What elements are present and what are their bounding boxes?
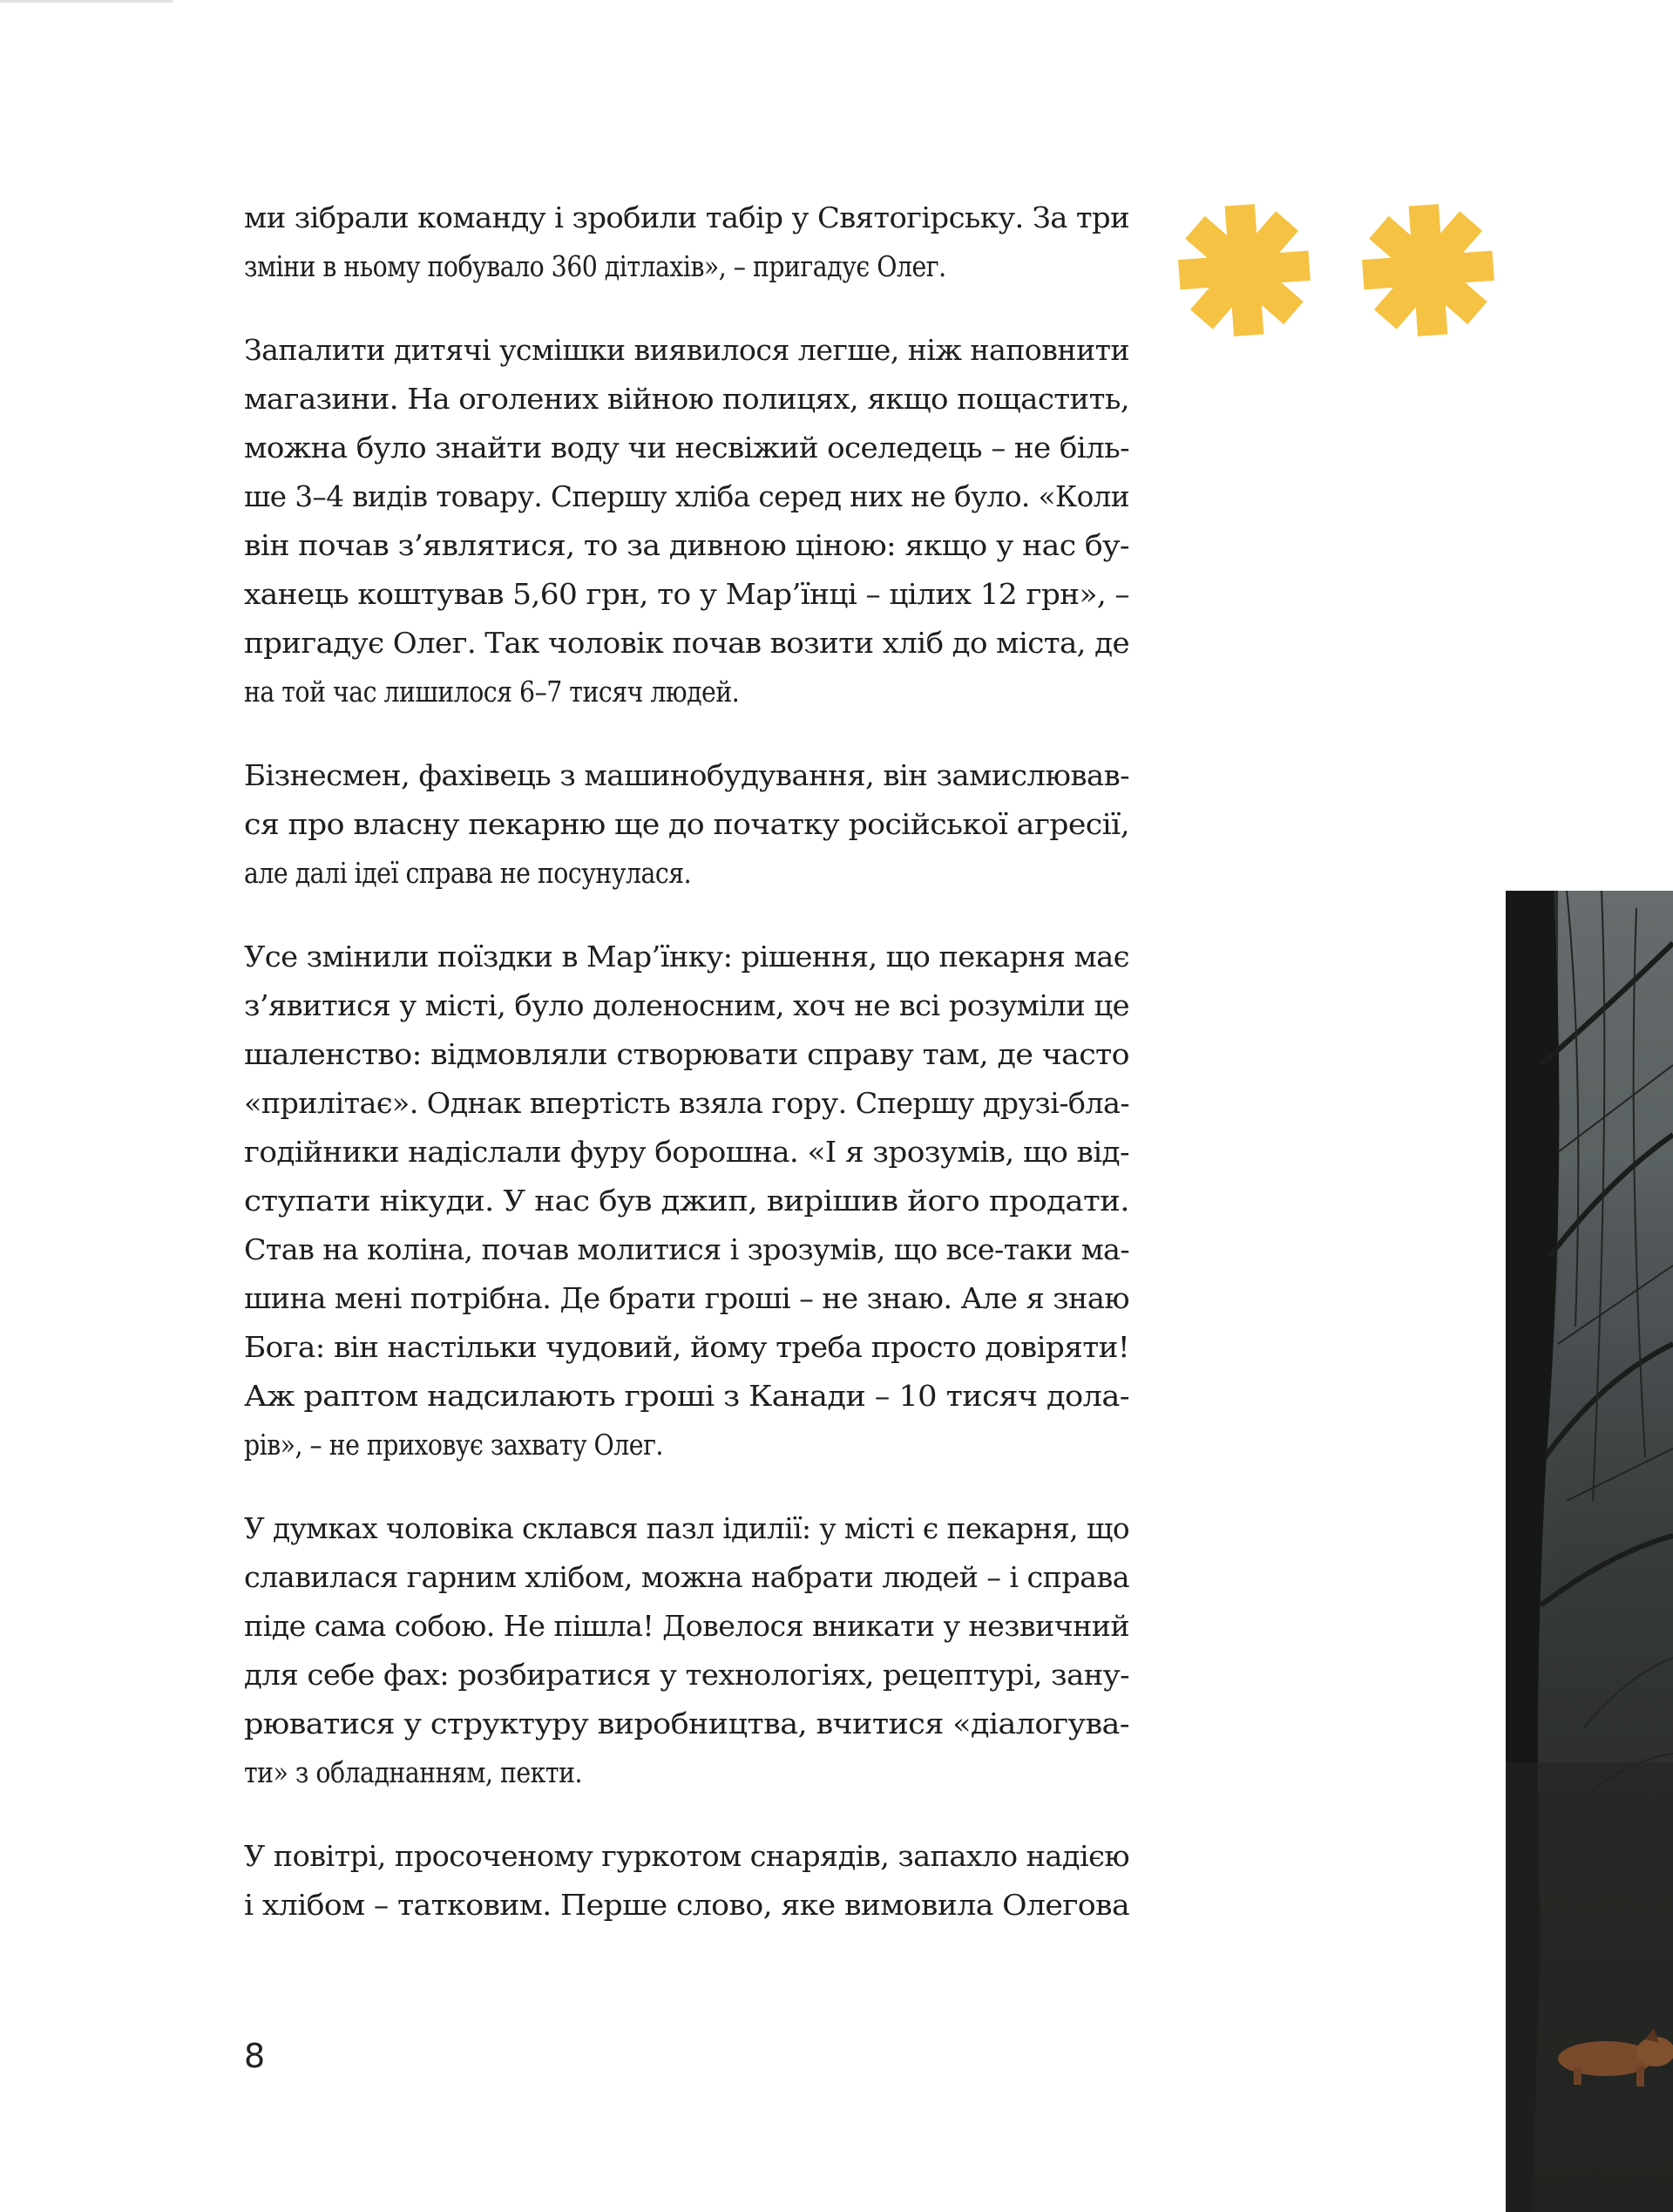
text-line: піде сама собою. Не пішла! Довелося вникати у незвичний — [244, 1609, 1129, 1643]
text-line: він почав з’являтися, то за дивною ціною: якщо у нас бу- — [244, 528, 1129, 562]
paragraph — [244, 326, 1129, 716]
text-line: ханець коштував 5,60 грн, то у Мар’їнці – цілих 12 грн», – — [244, 577, 1129, 611]
text-line: ступати нікуди. У нас був джип, вирішив його продати. — [244, 1184, 1129, 1218]
text-line: Бога: він настільки чудовий, йому треба просто довіряти! — [244, 1330, 1129, 1364]
text-line: рюватися у структуру виробництва, вчитися «діалогува- — [244, 1706, 1129, 1740]
text-line: У думках чоловіка склався пазл ідилії: у місті є пекарня, що — [244, 1511, 1129, 1545]
text-line: Бізнесмен, фахівець з машинобудування, він замислював- — [244, 758, 1129, 792]
text-line: з’явитися у місті, було доленосним, хоч не всі розуміли це — [244, 988, 1129, 1022]
text-line: Аж раптом надсилають гроші з Канади – 10 тисяч дола- — [244, 1379, 1129, 1413]
text-line: можна було знайти воду чи несвіжий оселедець – не біль- — [244, 431, 1129, 465]
paragraph — [244, 1832, 1129, 1930]
text-line: ми зібрали команду і зробили табір у Святогірську. За три — [244, 200, 1129, 234]
text-line: годійники надіслали фуру борошна. «І я зрозумів, що від- — [244, 1135, 1129, 1169]
yellow-asterisk-icon — [1176, 202, 1312, 338]
text-line: на той час лишилося 6–7 тисяч людей. — [244, 675, 740, 709]
text-line: Усе змінили поїздки в Мар’їнку: рішення, що пекарня має — [244, 940, 1129, 974]
text-line: магазини. На оголених війною полицях, якщо пощастить, — [244, 382, 1129, 416]
text-line: для себе фах: розбиратися у технологіях, рецептурі, зану- — [244, 1658, 1129, 1692]
text-line: ше 3–4 видів товару. Спершу хліба серед них не було. «Коли — [244, 479, 1129, 513]
paragraph — [244, 193, 1129, 291]
page-number: 8 — [244, 2037, 266, 2075]
text-line: Став на коліна, почав молитися і зрозумів, що все-таки ма- — [244, 1232, 1129, 1266]
text-line: славилася гарним хлібом, можна набрати людей – і справа — [244, 1560, 1129, 1594]
text-line: пригадує Олег. Так чоловік почав возити хліб до міста, де — [244, 626, 1129, 660]
paragraph — [244, 751, 1129, 898]
text-line: зміни в ньому побувало 360 дітлахів», – пригадує Олег. — [244, 249, 946, 283]
text-line: У повітрі, просоченому гуркотом снарядів, запахло надією — [244, 1839, 1129, 1873]
text-line: рів», – не приховує захвату Олег. — [244, 1428, 663, 1462]
text-line: і хлібом – татковим. Перше слово, яке вимовила Олегова — [244, 1888, 1129, 1922]
article-body — [244, 193, 1129, 1964]
text-line: ся про власну пекарню ще до початку російської агресії, — [244, 807, 1129, 841]
paragraph — [244, 1504, 1129, 1797]
text-line: шаленство: відмовляли створювати справу там, де часто — [244, 1037, 1129, 1071]
text-line: «прилітає». Однак впертість взяла гору. Спершу друзі-бла- — [244, 1086, 1129, 1120]
yellow-asterisk-icon — [1360, 202, 1496, 338]
paragraph — [244, 933, 1129, 1469]
text-line: Запалити дитячі усмішки виявилося легше, ніж наповнити — [244, 333, 1129, 367]
text-line: шина мені потрібна. Де брати гроші – не знаю. Але я знаю — [244, 1281, 1129, 1315]
forest-photo — [1506, 891, 1673, 2212]
text-line: але далі ідеї справа не посунулася. — [244, 856, 692, 890]
forest-photo-illustration — [1506, 891, 1673, 2212]
text-line: ти» з обладнанням, пекти. — [244, 1755, 582, 1789]
reading-progress-bar — [0, 0, 173, 3]
